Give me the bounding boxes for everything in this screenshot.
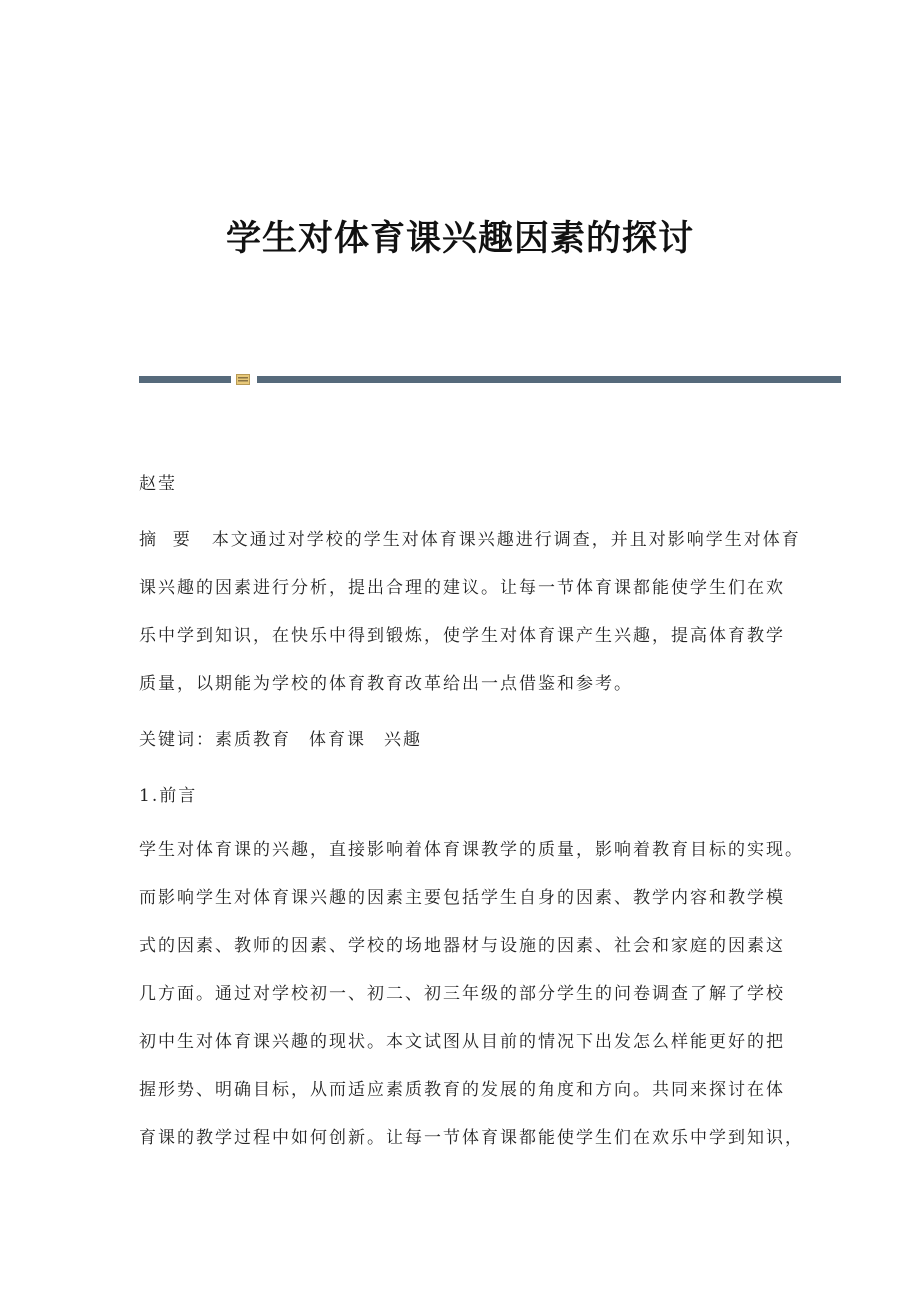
book-icon: [236, 374, 250, 385]
abstract-line-1: [139, 528, 799, 552]
abstract-line-3: 乐中学到知识，在快乐中得到锻炼，使学生对体育课产生兴趣，提高体育教学: [139, 626, 785, 646]
abstract-line-2: 课兴趣的因素进行分析，提出合理的建议。让每一节体育课都能使学生们在欢: [139, 578, 785, 598]
keyword-item: 素质教育: [215, 730, 291, 750]
title-divider: [139, 374, 841, 384]
abstract-label: 摘 要: [139, 530, 192, 550]
body-line-3: 式的因素、教师的因素、学校的场地器材与设施的因素、社会和家庭的因素这: [139, 936, 785, 956]
keyword-item: 兴趣: [384, 730, 422, 750]
abstract-text: 本文通过对学校的学生对体育课兴趣进行调查，并且对影响学生对体育: [211, 530, 801, 550]
author-name: 赵莹: [139, 474, 177, 494]
body-line-1: 学生对体育课的兴趣，直接影响着体育课教学的质量，影响着教育目标的实现。: [139, 840, 804, 860]
keywords-line: [139, 728, 799, 752]
document-title: 学生对体育课兴趣因素的探讨: [225, 218, 694, 259]
body-line-2: 而影响学生对体育课兴趣的因素主要包括学生自身的因素、教学内容和教学模: [139, 888, 785, 908]
section-heading: 1.前言: [139, 786, 198, 806]
keyword-item: 体育课: [309, 730, 366, 750]
body-line-5: 初中生对体育课兴趣的现状。本文试图从目前的情况下出发怎么样能更好的把: [139, 1032, 785, 1052]
abstract-line-4: 质量，以期能为学校的体育教育改革给出一点借鉴和参考。: [139, 674, 633, 694]
body-line-7: 育课的教学过程中如何创新。让每一节体育课都能使学生们在欢乐中学到知识，: [139, 1128, 804, 1148]
divider-right-bar: [257, 376, 841, 383]
body-line-6: 握形势、明确目标，从而适应素质教育的发展的角度和方向。共同来探讨在体: [139, 1080, 785, 1100]
keywords-label: 关键词：: [139, 730, 215, 750]
divider-left-bar: [139, 376, 231, 383]
body-line-4: 几方面。通过对学校初一、初二、初三年级的部分学生的问卷调查了解了学校: [139, 984, 785, 1004]
